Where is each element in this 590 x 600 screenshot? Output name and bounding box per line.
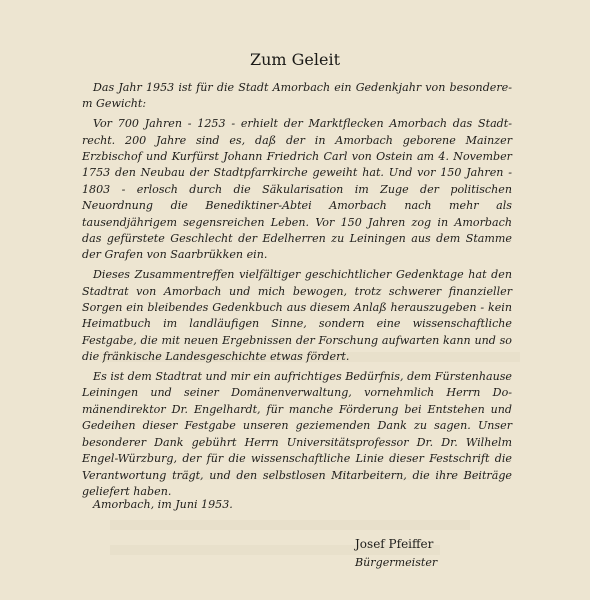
- place-and-date: Amorbach, im Juni 1953.: [93, 498, 233, 511]
- page-title: Zum Geleit: [249, 50, 341, 69]
- signer-name: Josef Pfeiffer: [355, 537, 434, 551]
- bleed-through-shadow: [110, 520, 470, 530]
- paragraph-intro: Das Jahr 1953 ist für die Stadt Amorbach ein Gedenkjahr von besonderem Gewicht:: [82, 81, 512, 111]
- signature-block: [355, 537, 437, 569]
- signer-title: Bürgermeister: [355, 556, 438, 569]
- paragraph-purpose: Dieses Zusammentreffen vielfältiger geschichtlicher Gedenktage hat den Stadtrat von Amorbach und mich bewogen, trotz schwerer finanzieller Sorgen ein bleibendes Gedenkbuch aus diesem Anlaß herauszugeben - kein Heimatbuch im landläufigen Sinne, sondern eine wissenschaftliche Festgabe, die mit neuen Ergebnissen der Forschung aufwarten kann und so die fränkische Landesgeschichte etwas fördert.: [82, 268, 512, 364]
- paragraph-thanks: Es ist dem Stadtrat und mir ein aufrichtiges Bedürfnis, dem Fürstenhause Leiningen und seiner Domänenverwaltung, vornehmlich Herrn Domänendirektor Dr. Engelhardt, für manche Förderung bei Entstehen und Gedeihen dieser Festgabe unseren geziemenden Dank zu sagen. Unser besonderer Dank gebührt Herrn Universitätsprofessor Dr. Dr. Wilhelm Engel-Würzburg, der für die wissenschaftliche Linie dieser Festschrift die Verantwortung trägt, und den selbstlosen Mitarbeitern, die ihre Beiträge geliefert haben.: [82, 370, 512, 498]
- foreword-body: [82, 80, 512, 504]
- paragraph-anniversaries: Vor 700 Jahren - 1253 - erhielt der Marktflecken Amorbach das Stadtrecht. 200 Jahre sind es, daß der in Amorbach geborene Mainzer Erzbischof und Kurfürst Johann Friedrich Carl von Ostein am 4. November 1753 den Neubau der Stadtpfarrkirche geweiht hat. Und vor 150 Jahren - 1803 - erlosch durch die Säkularisation im Zuge der politischen Neuordnung die Benediktiner-Abtei Amorbach nach mehr als tausendjährigem segensreichen Leben. Vor 150 Jahren zog in Amorbach das gefürstete Geschlecht der Edelherren zu Leiningen aus dem Stamme der Grafen von Saarbrükken ein.: [82, 117, 512, 262]
